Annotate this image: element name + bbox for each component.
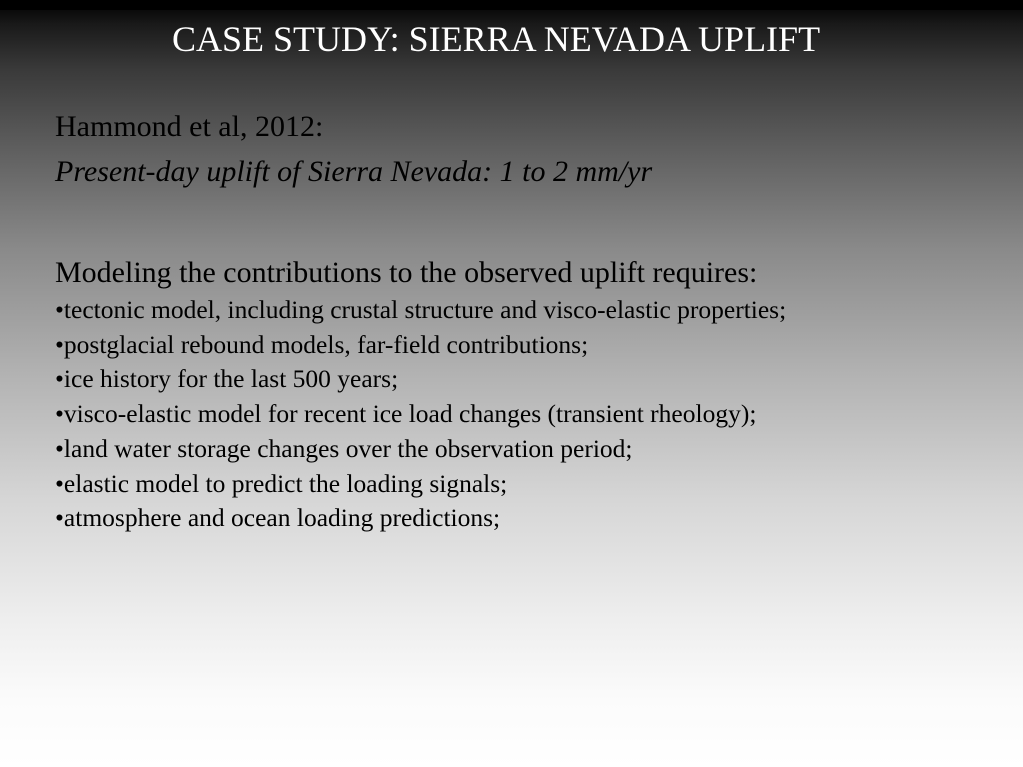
requirement-item: •land water storage changes over the observation period;: [55, 433, 633, 463]
requirement-item: •ice history for the last 500 years;: [55, 364, 399, 394]
requirements-list: [55, 293, 1015, 536]
reference-citation: Hammond et al, 2012:: [55, 110, 324, 143]
requirement-item: •atmosphere and ocean loading predictions;: [55, 503, 501, 533]
requirement-item: •visco-elastic model for recent ice load changes (transient rheology);: [55, 399, 757, 429]
slide-title: CASE STUDY: SIERRA NEVADA UPLIFT: [171, 19, 821, 59]
requirements-block: [55, 253, 1015, 536]
requirement-item: •tectonic model, including crustal structure and visco-elastic properties;: [55, 295, 787, 324]
reference-block: [55, 107, 1015, 191]
requirement-item: •postglacial rebound models, far-field contributions;: [55, 329, 589, 359]
slide-top-band: [0, 0, 1023, 10]
reference-finding: Present-day uplift of Sierra Nevada: 1 to 2 mm/yr: [55, 155, 653, 188]
requirement-item: •elastic model to predict the loading signals;: [55, 468, 508, 498]
requirements-intro: Modeling the contributions to the observed uplift requires:: [55, 256, 758, 289]
